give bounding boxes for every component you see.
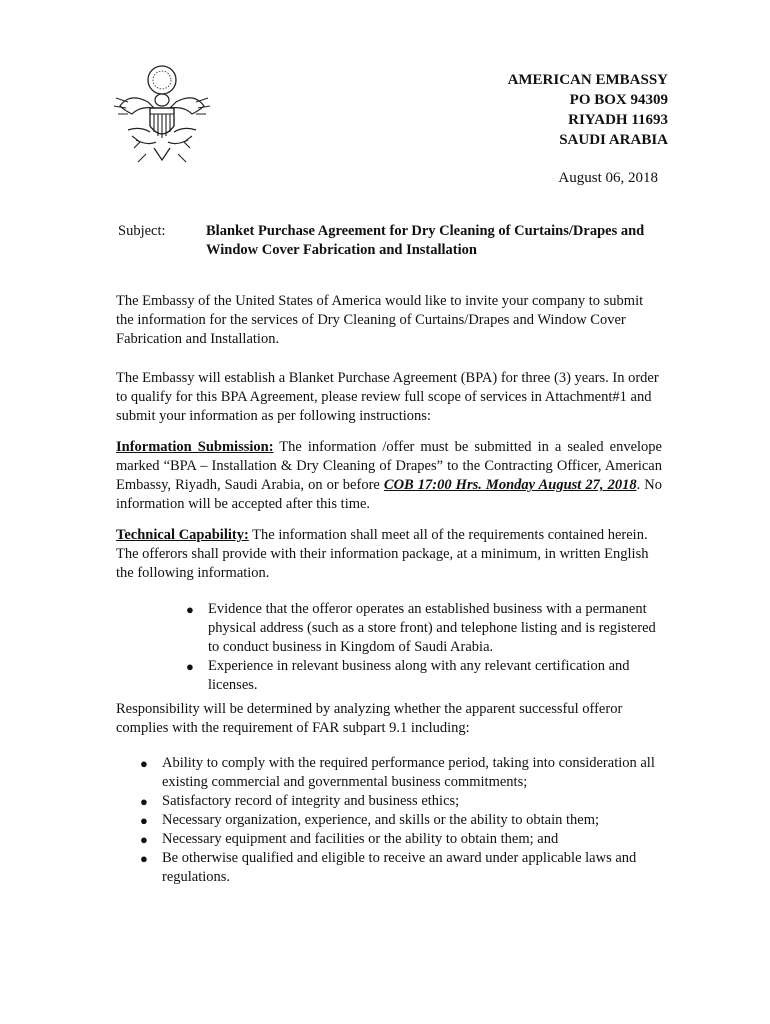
bullet-icon: ●: [186, 602, 194, 617]
bullet-icon: ●: [140, 756, 148, 771]
list-item-text: Evidence that the offeror operates an established business with a permanent physical address (such as a store front) and telephone listing and is registered to conduct business in Kingdom of Saudi Arabia.: [208, 601, 656, 655]
bullet-icon: ●: [186, 659, 194, 674]
list-item: [140, 792, 660, 811]
embassy-address: [508, 70, 668, 150]
embassy-seal-icon: [110, 62, 214, 168]
list-item-text: Satisfactory record of integrity and business ethics;: [162, 793, 460, 809]
subject-text: Blanket Purchase Agreement for Dry Cleaning of Curtains/Drapes and Window Cover Fabrication and Installation: [206, 223, 645, 258]
letter-date: August 06, 2018: [558, 170, 658, 186]
technical-capability-heading: Technical Capability:: [116, 527, 249, 543]
bpa-paragraph: The Embassy will establish a Blanket Purchase Agreement (BPA) for three (3) years. In order to qualify for this BPA Agreement, please review full scope of services in Attachment#1 and submit your information as per following instructions:: [116, 370, 659, 424]
bullet-icon: ●: [140, 851, 148, 866]
list-item: [186, 600, 656, 657]
responsibility-criteria-list: [140, 754, 660, 887]
bullet-icon: ●: [140, 794, 148, 809]
list-item-text: Experience in relevant business along with any relevant certification and licenses.: [208, 658, 630, 693]
bullet-icon: ●: [140, 813, 148, 828]
list-item: [140, 849, 660, 887]
list-item-text: Necessary organization, experience, and skills or the ability to obtain them;: [162, 812, 600, 828]
bullet-icon: ●: [140, 832, 148, 847]
submission-deadline: COB 17:00 Hrs. Monday August 27, 2018: [383, 477, 637, 493]
responsibility-paragraph: Responsibility will be determined by analyzing whether the apparent successful offeror complies with the requirement of FAR subpart 9.1 including:: [116, 701, 623, 736]
subject-label: Subject:: [118, 223, 166, 239]
technical-requirements-list: [186, 600, 656, 695]
address-line: AMERICAN EMBASSY: [507, 72, 668, 88]
address-line: RIYADH 11693: [568, 112, 668, 128]
address-line: SAUDI ARABIA: [559, 132, 668, 148]
list-item-text: Necessary equipment and facilities or the ability to obtain them; and: [162, 831, 559, 847]
list-item: [140, 830, 660, 849]
list-item: [140, 754, 660, 792]
information-submission-paragraph: [116, 438, 662, 514]
intro-paragraph: The Embassy of the United States of America would like to invite your company to submit the information for the services of Dry Cleaning of Curtains/Drapes and Window Cover Fabrication and Installation.: [116, 293, 644, 347]
information-submission-tail: . No information will be accepted after this time.: [116, 477, 662, 512]
list-item: [186, 657, 656, 695]
list-item-text: Be otherwise qualified and eligible to receive an award under applicable laws and regulations.: [162, 850, 637, 885]
list-item-text: Ability to comply with the required performance period, taking into consideration all existing commercial and governmental business commitments;: [162, 755, 655, 790]
information-submission-text: The information /offer must be submitted in a sealed envelope marked “BPA – Installation & Dry Cleaning of Drapes” to the Contracting Officer, American Embassy, Riyadh, Saudi Arabia, on or before: [116, 439, 662, 493]
address-line: PO BOX 94309: [569, 92, 668, 108]
technical-capability-text: The information shall meet all of the requirements contained herein. The offerors shall provide with their information package, at a minimum, in written English the following information.: [116, 527, 649, 581]
technical-capability-paragraph: [116, 526, 662, 583]
list-item: [140, 811, 660, 830]
information-submission-heading: Information Submission:: [116, 439, 274, 455]
